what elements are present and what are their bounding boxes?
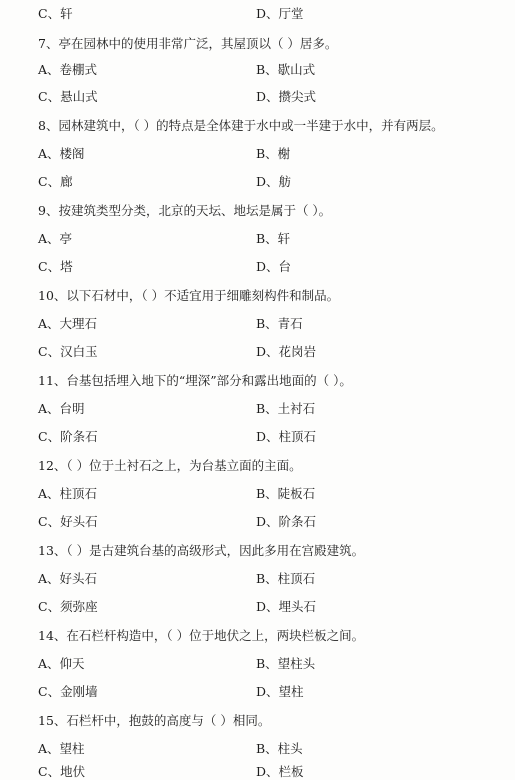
option-text: A、卷棚式	[38, 62, 98, 77]
option-text: C、金刚墙	[38, 684, 98, 699]
option-text: D、舫	[256, 174, 292, 189]
option-text: A、大理石	[38, 316, 98, 331]
option-text: A、好头石	[38, 571, 98, 586]
option-text: C、廊	[38, 174, 73, 189]
question-text: 12、（ ）位于土衬石之上，为台基立面的主面。	[38, 458, 302, 473]
option-text: C、轩	[38, 6, 73, 21]
option-text: C、悬山式	[38, 89, 98, 104]
option-text: D、阶条石	[256, 514, 317, 529]
option-text: B、柱头	[256, 741, 303, 756]
option-text: B、青石	[256, 316, 303, 331]
question-text: 15、石栏杆中，抱鼓的高度与（ ）相同。	[38, 713, 271, 728]
option-text: D、厅堂	[256, 6, 304, 21]
option-text: A、望柱	[38, 741, 85, 756]
option-text: C、塔	[38, 259, 73, 274]
option-text: D、柱顶石	[256, 429, 317, 444]
question-text: 13、（ ）是古建筑台基的高级形式，因此多用在宫殿建筑。	[38, 543, 365, 558]
option-text: B、陡板石	[256, 486, 316, 501]
option-text: B、柱顶石	[256, 571, 316, 586]
option-text: C、须弥座	[38, 599, 98, 614]
option-text: A、仰天	[38, 656, 85, 671]
option-text: D、望柱	[256, 684, 304, 699]
option-text: B、望柱头	[256, 656, 316, 671]
option-text: B、土衬石	[256, 401, 316, 416]
option-text: D、埋头石	[256, 599, 317, 614]
question-text: 7、亭在园林中的使用非常广泛，其屋顶以（ ）居多。	[38, 36, 338, 51]
option-text: C、阶条石	[38, 429, 98, 444]
option-text: B、歇山式	[256, 62, 316, 77]
option-text: D、攒尖式	[256, 89, 317, 104]
option-text: A、柱顶石	[38, 486, 98, 501]
option-text: A、亭	[38, 231, 73, 246]
question-text: 11、台基包括埋入地下的“埋深”部分和露出地面的（ ）。	[38, 373, 352, 388]
question-text: 10、以下石材中，（ ）不适宜用于细雕刻构件和制品。	[38, 288, 340, 303]
option-text: C、好头石	[38, 514, 98, 529]
question-text: 8、园林建筑中，（ ）的特点是全体建于水中或一半建于水中，并有两层。	[38, 118, 444, 133]
option-text: B、轩	[256, 231, 291, 246]
question-text: 14、在石栏杆构造中，（ ）位于地伏之上，两块栏板之间。	[38, 628, 365, 643]
option-text: A、楼阁	[38, 146, 85, 161]
option-text: B、榭	[256, 146, 291, 161]
option-text: A、台明	[38, 401, 85, 416]
option-text: D、栏板	[256, 764, 304, 779]
question-text: 9、按建筑类型分类，北京的天坛、地坛是属于（ ）。	[38, 203, 332, 218]
option-text: D、花岗岩	[256, 344, 317, 359]
option-text: D、台	[256, 259, 292, 274]
option-text: C、地伏	[38, 764, 86, 779]
option-text: C、汉白玉	[38, 344, 98, 359]
